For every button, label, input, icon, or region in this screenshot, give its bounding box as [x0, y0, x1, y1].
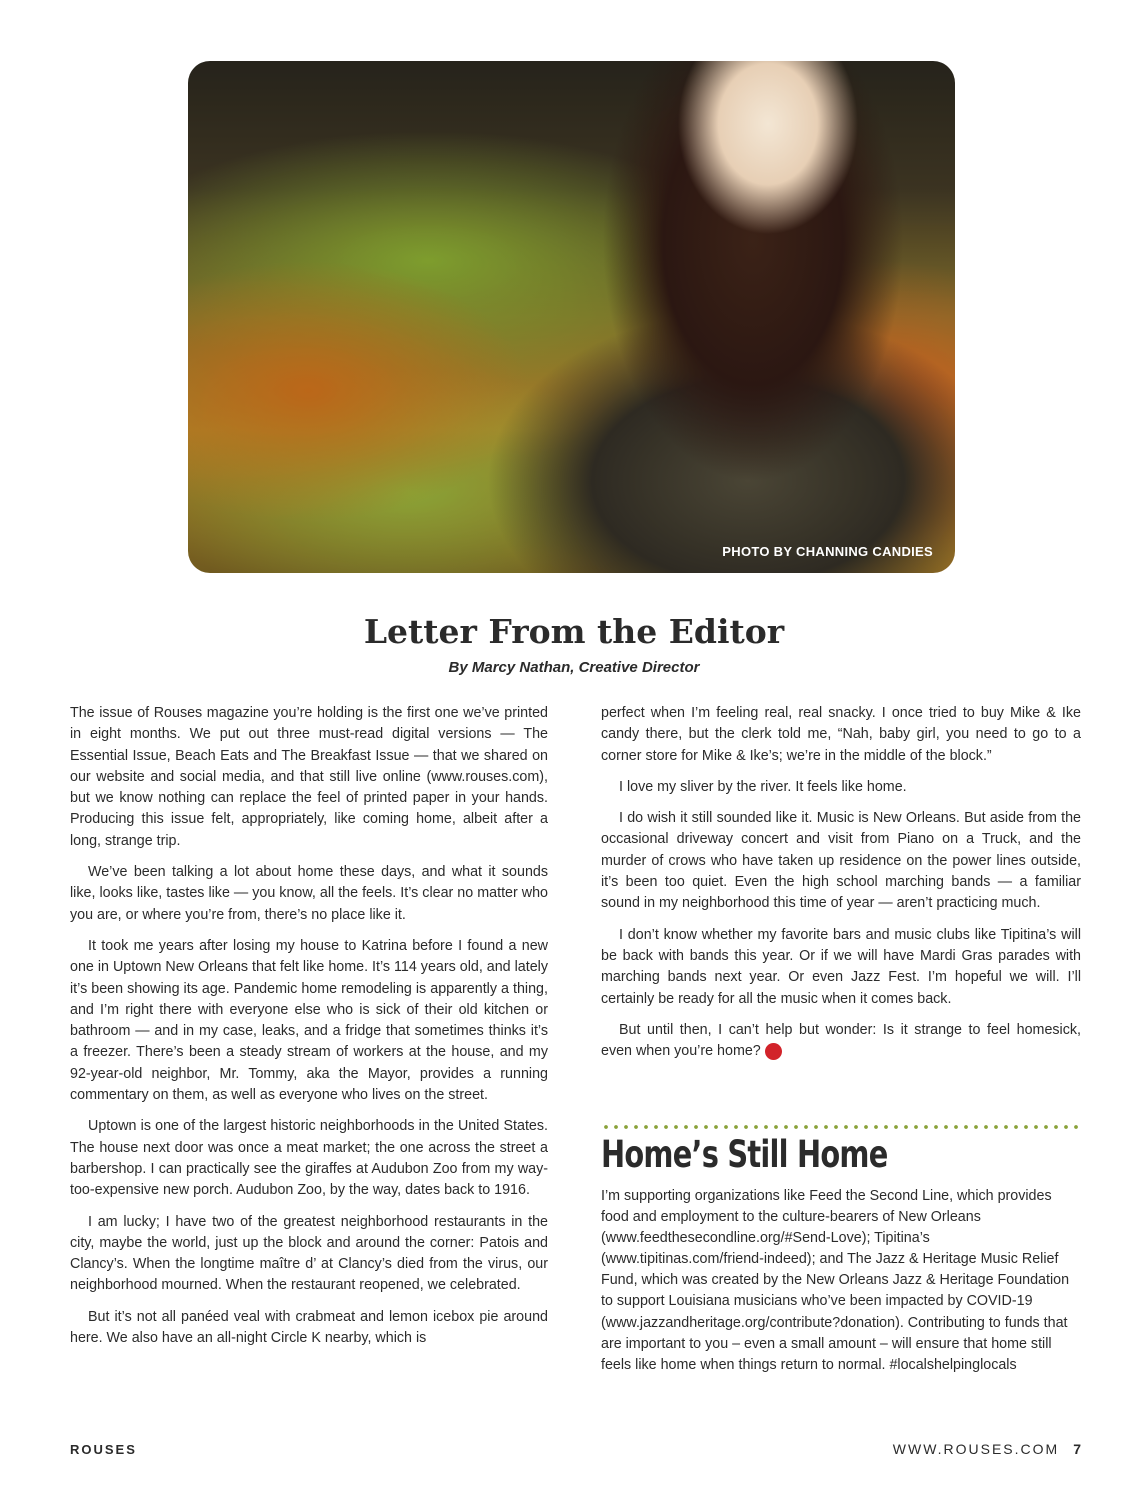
paragraph: I am lucky; I have two of the greatest neighborhood restaurants in the city, maybe the world, just up the block and around the corner: Patois and Clancy’s. When the longtime maître d’ at Clancy’s died from the virus, our neighborhood mourned. When the restaurant reopened, we celebrated. [70, 1213, 548, 1294]
paragraph: I love my sliver by the river. It feels like home. [619, 778, 907, 795]
footer-right [893, 1441, 1081, 1457]
photo-credit: PHOTO BY CHANNING CANDIES [722, 544, 933, 559]
paragraph-text: But until then, I can’t help but wonder: Is it strange to feel homesick, even when you’re home? [601, 1021, 1081, 1060]
article-title: Letter From the Editor [363, 612, 785, 651]
footer-website: WWW.ROUSES.COM [892, 1441, 1060, 1457]
paragraph: But it’s not all panéed veal with crabmeat and lemon icebox pie around here. We also have an all-night Circle K nearby, which is [70, 1308, 548, 1347]
paragraph: I don’t know whether my favorite bars and music clubs like Tipitina’s will be back with bands this year. Or if we will have Mardi Gras parades with marching bands next year. Or even Jazz Fest. I’m hopeful we will. I’ll certainly be ready for all the music when it comes back. [601, 926, 1081, 1007]
rouses-logo-icon: R [765, 1043, 782, 1060]
dotted-divider [601, 1124, 1081, 1130]
sidebar-paragraph: I’m supporting organizations like Feed the Second Line, which provides food and employment to the culture-bearers of New Orleans (www.feedthesecondline.org/#Send-Love); Tipitina’s (www.tipitinas.com/friend-indeed); and The Jazz & Heritage Music Relief Fund, which was created by the New Orleans Jazz & Heritage Foundation to support Louisiana musicians who’ve been impacted by COVID-19 (www.jazzandheritage.org/contribute?donation). Contributing to funds that are important to you – even a small amount – will ensure that home still feels like home when things return to normal. #localshelpinglocals [601, 1188, 1070, 1373]
paragraph: It took me years after losing my house to Katrina before I found a new one in Uptown New Orleans that felt like home. It’s 114 years old, and lately it’s been showing its age. Pandemic home remodeling is apparently a thing, and I’m right there with everyone else who is sick of their old kitchen or bathroom — and in my case, leaks, and a fridge that sometimes thinks it’s a freezer. There’s been a steady stream of workers at the house, and my 92-year-old neighbor, Mr. Tommy, aka the Mayor, provides a running commentary on them, as well as everyone who lives on the street. [70, 937, 548, 1104]
article-column-right [601, 703, 1081, 1072]
editor-portrait-photo [188, 61, 955, 573]
paragraph: We’ve been talking a lot about home these days, and what it sounds like, looks like, tastes like — you know, all the feels. It’s clear no matter who you are, or where you’re from, there’s no place like it. [70, 864, 548, 923]
sidebar-body [601, 1186, 1071, 1376]
article-column-left [70, 703, 548, 1359]
paragraph: The issue of Rouses magazine you’re holding is the first one we’ve printed in eight months. We put out three must-read digital versions — The Essential Issue, Beach Eats and The Breakfast Issue — that we shared on our website and social media, and that still live online (www.rouses.com), but we know nothing can replace the feel of printed paper in your hands. Producing this issue felt, appropriately, like coming home, albeit after a long, strange trip. [70, 705, 548, 849]
paragraph: I do wish it still sounded like it. Music is New Orleans. But aside from the occasional driveway concert and visit from Piano on a Truck, and the murder of crows who have taken up residence on the power lines outside, it’s been too quiet. Even the high school marching bands — a familiar sound in my neighborhood this time of year — aren’t practicing much. [601, 810, 1081, 912]
sidebar-title: Home’s Still Home [601, 1133, 888, 1176]
page-number: 7 [1073, 1441, 1081, 1457]
paragraph: Uptown is one of the largest historic neighborhoods in the United States. The house next door was once a meat market; the one across the street a barbershop. I can practically see the giraffes at Audubon Zoo from my way-too-expensive new porch. Audubon Zoo, by the way, dates back to 1916. [70, 1118, 548, 1199]
footer-brand: ROUSES [70, 1442, 137, 1457]
paragraph: perfect when I’m feeling real, real snacky. I once tried to buy Mike & Ike candy there, but the clerk told me, “Nah, baby girl, you need to go to a corner store for Mike & Ike’s; we’re in the middle of the block.” [601, 705, 1081, 764]
article-byline: By Marcy Nathan, Creative Director [448, 659, 700, 676]
paragraph-last [601, 1020, 1081, 1063]
